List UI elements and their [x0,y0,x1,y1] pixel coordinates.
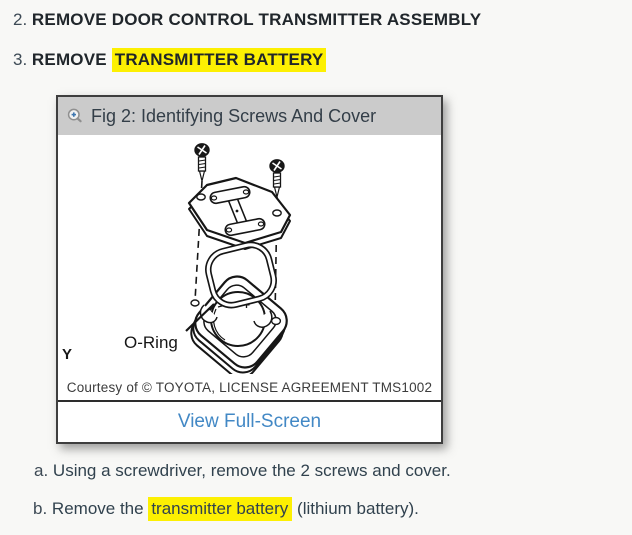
figure-title: Fig 2: Identifying Screws And Cover [91,105,377,126]
screw-left [195,144,209,181]
y-axis-label: Y [62,346,73,363]
figure-header[interactable] [58,97,441,135]
figure-courtesy: Courtesy of © TOYOTA, LICENSE AGREEMENT TMS1002 [66,379,433,395]
view-full-screen-link[interactable]: View Full-Screen [177,411,322,432]
step-3 [13,50,326,70]
figure-image[interactable] [58,135,441,374]
substep-a [34,461,451,481]
exploded-diagram [58,135,441,374]
figure-box [56,95,443,444]
oring-label: O-Ring [124,333,178,352]
step-2 [13,10,481,30]
battery-plus-mark: + [243,298,251,312]
substep-a-text: Using a screwdriver, remove the 2 screws and cover. [52,461,451,480]
substep-a-marker: a. [34,461,49,480]
zoom-in-icon[interactable] [67,108,83,124]
substep-b-marker: b. [33,499,48,518]
step-2-title: REMOVE DOOR CONTROL TRANSMITTER ASSEMBLY [31,10,482,29]
substep-b-text-pre: Remove the [51,499,149,518]
step-3-marker: 3. [13,50,28,69]
substep-b-text [52,497,419,521]
figure-footer [58,400,441,442]
step-2-marker: 2. [13,10,28,29]
highlight-transmitter-battery-b: transmitter battery [148,497,292,521]
substep-b [33,499,419,519]
step-3-title [32,48,327,72]
substep-b-text-post: (lithium battery). [292,499,419,518]
highlight-transmitter-battery: TRANSMITTER BATTERY [112,48,327,72]
step-3-title-pre: REMOVE [31,50,112,69]
base-housing [185,270,294,374]
